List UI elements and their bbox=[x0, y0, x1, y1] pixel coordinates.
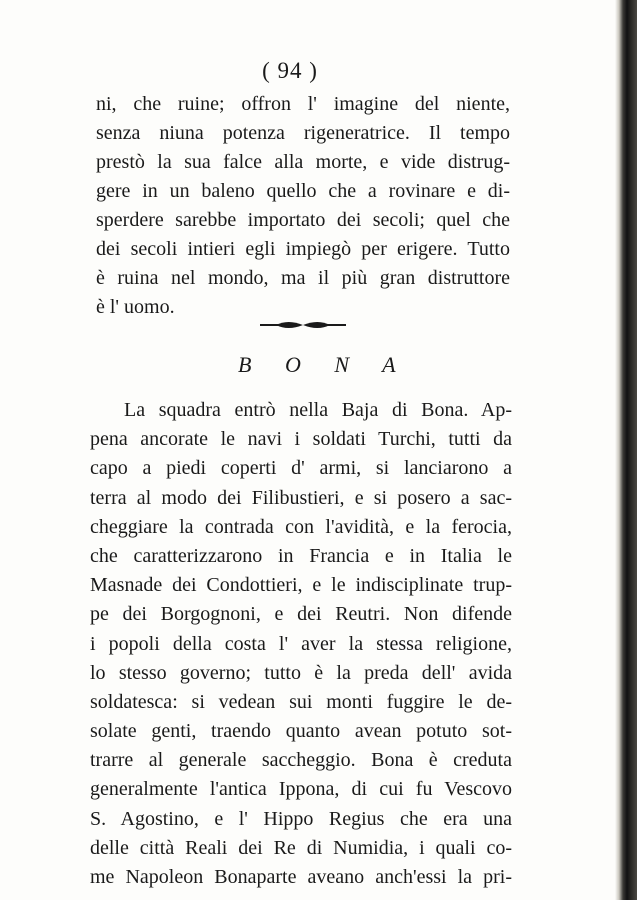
text-line: pena ancorate le navi i soldati Turchi, tutti da bbox=[90, 428, 512, 451]
text-line: La squadra entrò nella Baja di Bona. Ap- bbox=[124, 399, 512, 421]
text-line: me Napoleon Bonaparte aveano anch'essi la pri- bbox=[90, 866, 512, 888]
text-line: capo a piedi coperti d' armi, si lanciarono a bbox=[90, 457, 512, 480]
text-line: gere in un baleno quello che a rovinare e di- bbox=[96, 180, 510, 202]
text-line: lo stesso governo; tutto è la preda dell' avida bbox=[90, 661, 512, 684]
text-line: delle città Reali dei Re di Numidia, i quali co- bbox=[90, 836, 512, 859]
section-heading: B O N A bbox=[238, 352, 410, 377]
text-line: trarre al generale saccheggio. Bona è creduta bbox=[90, 749, 512, 772]
text-line: solate genti, traendo quanto avean potuto sot- bbox=[90, 720, 512, 743]
book-spine-edge bbox=[615, 0, 637, 900]
text-line: i popoli della costa l' aver la stessa religione, bbox=[90, 632, 512, 655]
text-line: che caratterizzarono in Francia e in Italia le bbox=[90, 544, 512, 567]
text-line: Masnade dei Condottieri, e le indisciplinate trup- bbox=[90, 574, 512, 597]
text-line: è ruina nel mondo, ma il più gran distruttore bbox=[96, 267, 510, 289]
text-line: è l' uomo. bbox=[96, 296, 175, 318]
body-paragraph bbox=[90, 396, 512, 892]
text-line: senza niuna potenza rigeneratrice. Il tempo bbox=[96, 122, 510, 144]
text-line: soldatesca: si vedean sui monti fuggire le de- bbox=[90, 690, 512, 713]
text-line: prestò la sua falce alla morte, e vide distrug- bbox=[96, 151, 510, 173]
text-line: generalmente l'antica Ippona, di cui fu Vescovo bbox=[90, 778, 512, 801]
text-line: S. Agostino, e l' Hippo Regius che era una bbox=[90, 807, 512, 830]
page-number: ( 94 ) bbox=[262, 58, 318, 83]
text-line: dei secoli intieri egli impiegò per erigere. Tutto bbox=[96, 238, 510, 260]
text-line: pe dei Borgognoni, e dei Reutri. Non difende bbox=[90, 603, 512, 626]
text-line: cheggiare la contrada con l'avidità, e la ferocia, bbox=[90, 515, 512, 538]
text-line: ni, che ruine; offron l' imagine del niente, bbox=[96, 93, 510, 115]
text-line: sperdere sarebbe importato dei secoli; quel che bbox=[96, 209, 510, 231]
double-leaf-rule-ornament-icon bbox=[258, 318, 348, 332]
top-paragraph bbox=[96, 90, 510, 322]
text-line: terra al modo dei Filibustieri, e si posero a sac- bbox=[90, 486, 512, 509]
